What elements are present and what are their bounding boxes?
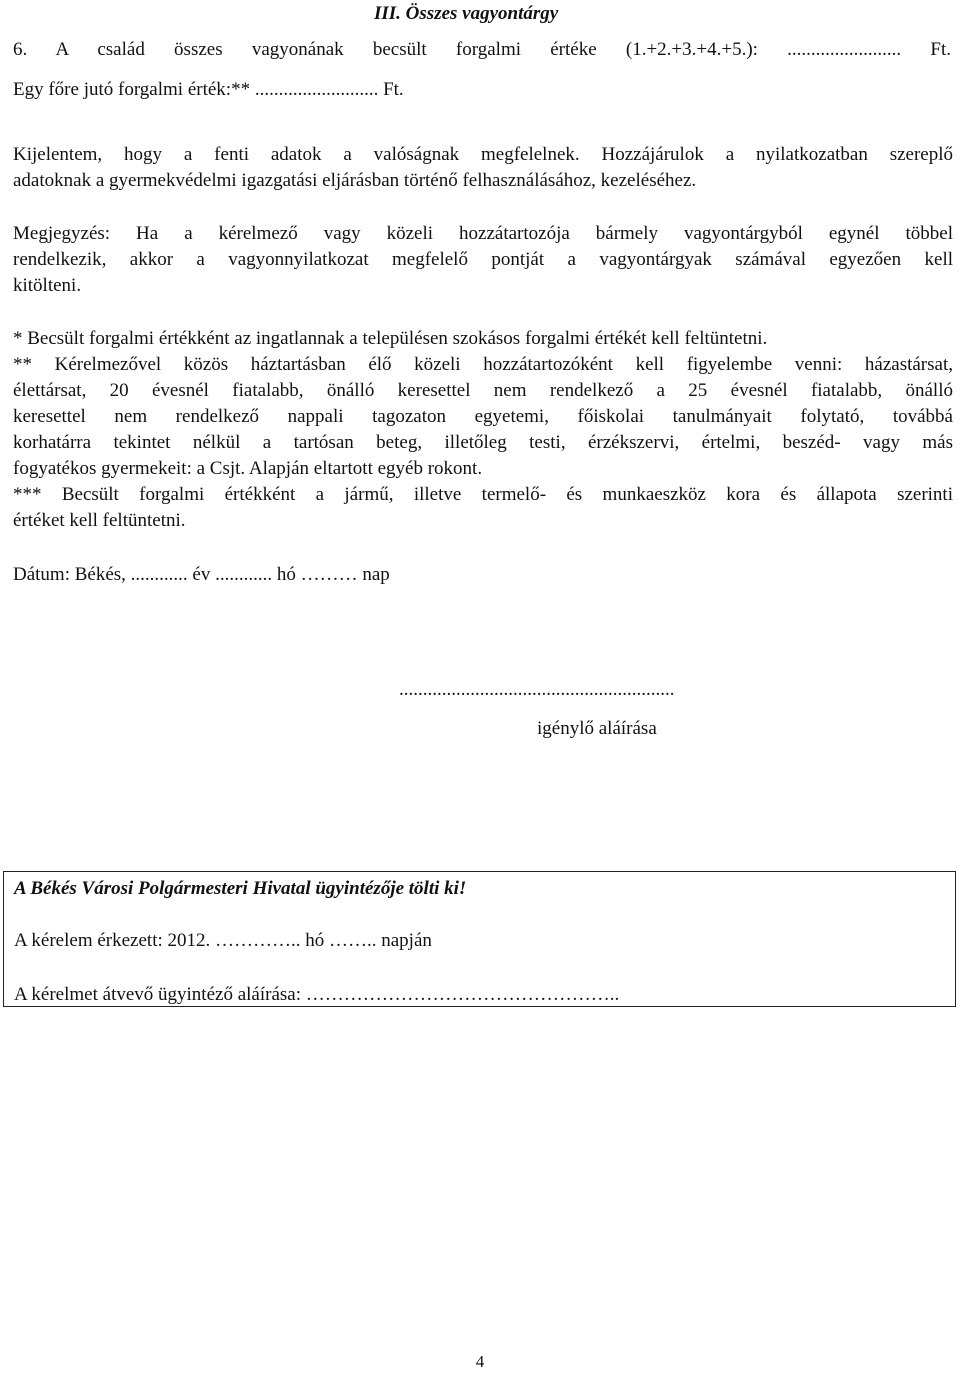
per-capita-value-line: Egy főre jutó forgalmi érték:** .......................... Ft.: [13, 79, 404, 100]
footnote-double-star-line-4: korhatárra tekintet nélkül a tartósan beteg, illetőleg testi, érzékszervi, értelmi, beszéd- vagy más: [13, 432, 953, 453]
application-received-line: A kérelem érkezett: 2012. ………….. hó …….. napján: [14, 930, 432, 951]
signature-dots: ..........................................................: [399, 679, 675, 700]
footnote-triple-star-line-2: értéket kell feltüntetni.: [13, 510, 186, 531]
footnote-double-star-line-2: élettársat, 20 évesnél fiatalabb, önálló keresettel nem rendelkező a 25 évesnél fiatalabb, önálló: [13, 380, 953, 401]
total-value-line: 6. A család összes vagyonának becsült forgalmi értéke (1.+2.+3.+4.+5.): ........................ Ft.: [13, 39, 951, 60]
note-line-3: kitölteni.: [13, 275, 82, 296]
footnote-double-star-line-1: ** Kérelmezővel közös háztartásban élő közeli hozzátartozóként kell figyelembe venni: házastársat,: [13, 354, 953, 375]
date-line: Dátum: Békés, ............ év ............ hó ……… nap: [13, 564, 390, 585]
note-line-2: rendelkezik, akkor a vagyonnyilatkozat megfelelő pontját a vagyontárgyak számával egyezően kell: [13, 249, 953, 270]
office-box-title: A Békés Városi Polgármesteri Hivatal ügyintézője tölti ki!: [14, 878, 467, 899]
office-use-box: [3, 871, 956, 1007]
footnote-single-star: * Becsült forgalmi értékként az ingatlannak a településen szokásos forgalmi értékét kell feltüntetni.: [13, 328, 768, 349]
footnote-double-star-line-3: keresettel nem rendelkező nappali tagozaton egyetemi, főiskolai tanulmányait folytató, továbbá: [13, 406, 953, 427]
declaration-line-1: Kijelentem, hogy a fenti adatok a valóságnak megfelelnek. Hozzájárulok a nyilatkozatban szereplő: [13, 144, 953, 165]
page-number: 4: [475, 1352, 485, 1371]
signature-label: igénylő aláírása: [537, 718, 657, 739]
note-line-1: Megjegyzés: Ha a kérelmező vagy közeli hozzátartozója bármely vagyontárgyból egynél többel: [13, 223, 953, 244]
section-title: III. Összes vagyontárgy: [374, 3, 559, 24]
declaration-line-2: adatoknak a gyermekvédelmi igazgatási eljárásban történő felhasználásához, kezeléséhez.: [13, 170, 697, 191]
footnote-triple-star-line-1: *** Becsült forgalmi értékként a jármű, illetve termelő- és munkaeszköz kora és állapota szerinti: [13, 484, 953, 505]
footnote-double-star-line-5: fogyatékos gyermekeit: a Csjt. Alapján eltartott egyéb rokont.: [13, 458, 483, 479]
receiving-officer-signature-line: A kérelmet átvevő ügyintéző aláírása: …………………………………………..: [14, 984, 620, 1005]
